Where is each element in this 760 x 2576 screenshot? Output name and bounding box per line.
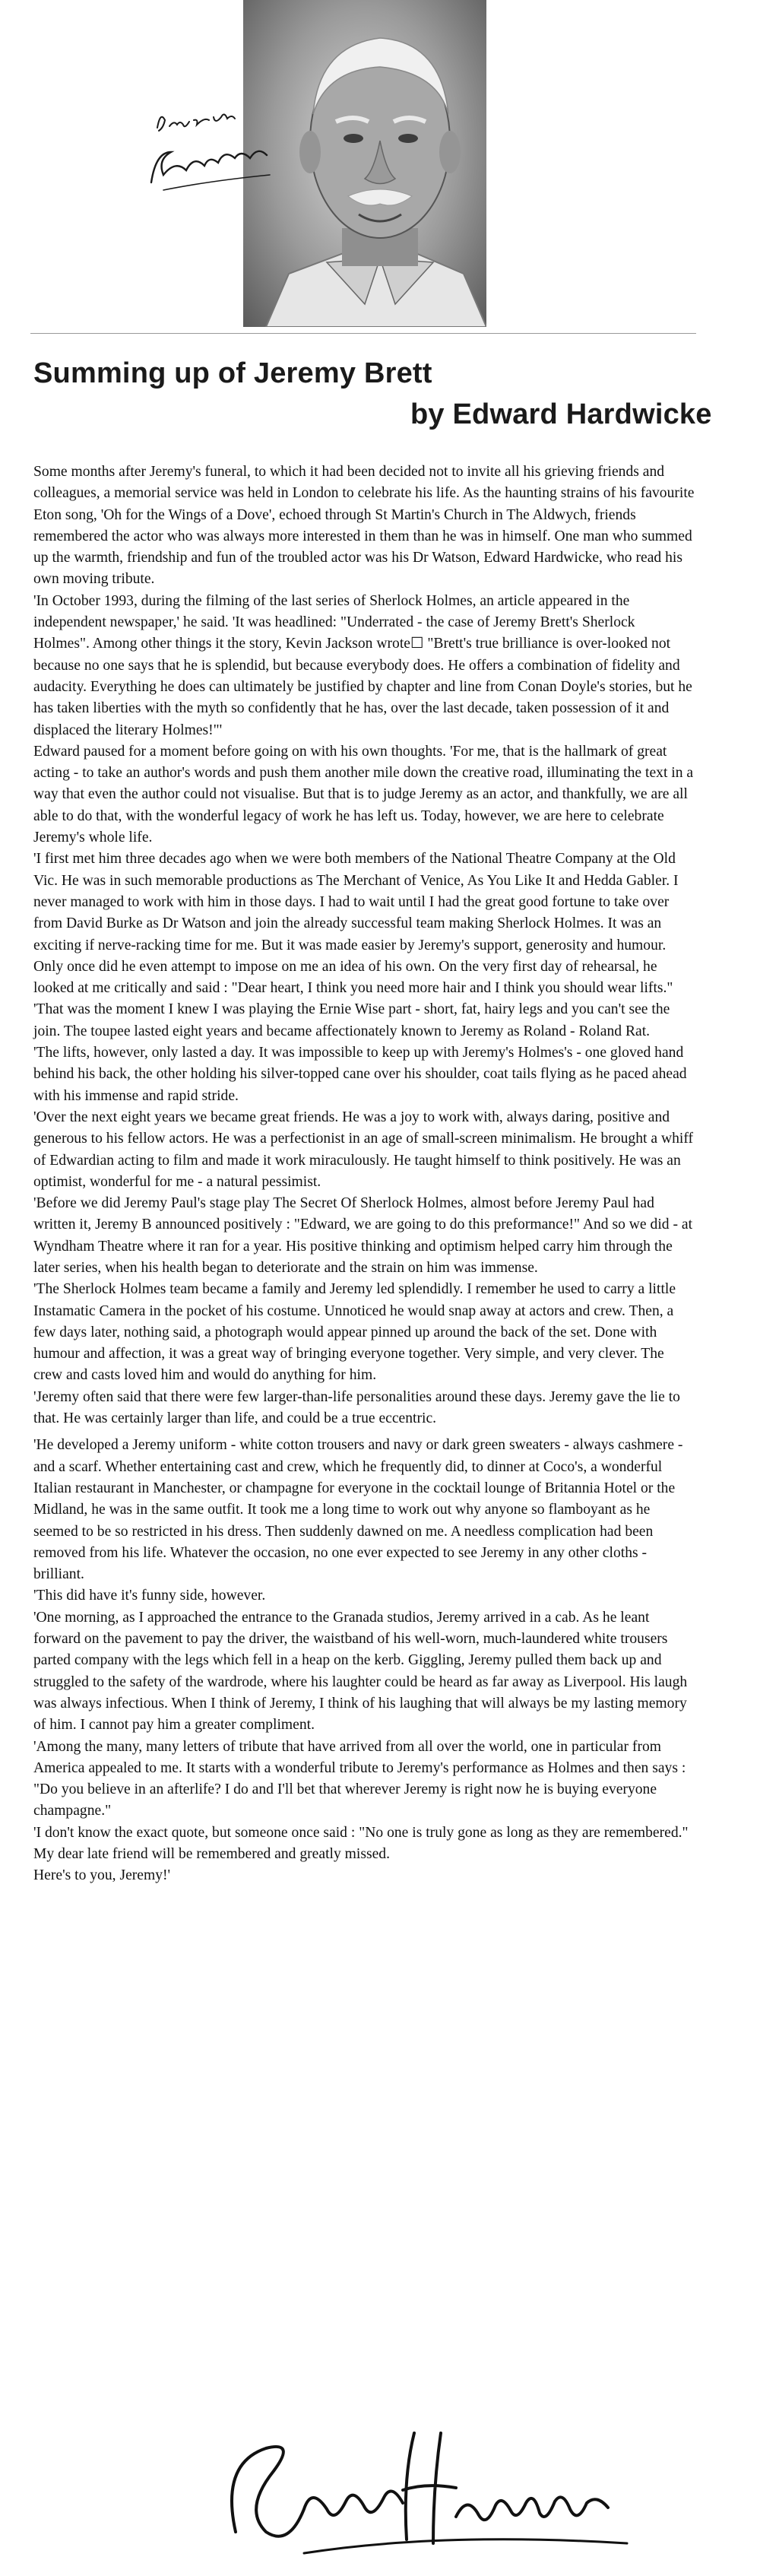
paragraph: 'The lifts, however, only lasted a day. It was impossible to keep up with Jeremy's Holmes's - one gloved hand behind his back, the other holding his silver-topped cane over his shoulder, coat tails flying as he paced ahead with his immense and rapid stride. [33,1045,687,1104]
handwritten-dedication [141,84,293,205]
page-title: Summing up of Jeremy Brett [33,357,432,389]
paragraph: 'This did have it's funny side, however. [33,1588,266,1604]
header-divider [30,333,696,334]
handwritten-signature [213,2418,638,2570]
article-body [33,462,695,1887]
paragraph: 'In October 1993, during the filming of the last series of Sherlock Holmes, an article appeared in the independent newspaper,' he said. 'It was headlined: "Underrated - the case of Jeremy Brett's Sherlock Holmes". Among other things it the story, Kevin Jackson wrote☐ "Brett's true brilliance is over-looked not because no one says that he is splendid, but because everybody does. He offers a combination of fidelity and audacity. Everything he does can ultimately be justified by chapter and line from Conan Doyle's stories, but he has taken liberties with the myth so confidently that he has, over the last decade, taken possession of it and displaced the literary Holmes!"' [33,592,692,738]
paragraph: 'I first met him three decades ago when we were both members of the National Theatre Company at the Old Vic. He was in such memorable productions as The Merchant of Venice, As You Like It and Hedda Gabler. I never managed to work with him in those days. I had to wait until I had the great good fortune to take over from David Burke as Dr Watson and join the already successful team making Sherlock Holmes. It was an exciting if nerve-racking time for me. But it was made easier by Jeremy's support, generosity and humour. Only once did he even attempt to impose on me an idea of his own. On the very first day of rehearsal, he looked at me critically and said : "Dear heart, I think you need more hair and I think you should wear lifts." [33,851,679,997]
paragraph: Some months after Jeremy's funeral, to which it had been decided not to invite all his grieving friends and colleagues, a memorial service was held in London to celebrate his life. As the haunting strains of his favourite Eton song, 'Oh for the Wings of a Dove', echoed through St Martin's Church in The Aldwych, friends remembered the actor who was always more interested in them than he was in himself. One man who summed up the warmth, friendship and fun of the troubled actor was his Dr Watson, Edward Hardwicke, who read his own moving tribute. [33,464,695,588]
paragraph: 'The Sherlock Holmes team became a family and Jeremy led splendidly. I remember he used to carry a little Instamatic Camera in the pocket of his costume. Unnoticed he would snap away at actors and crew. Then, a few days later, nothing said, a photograph would appear pinned up around the back of the set. Done with humour and affection, it was a great way of bringing everyone together. Very simple, and very clever. The crew and casts loved him and would do anything for him. [33,1281,676,1384]
paragraph: Edward paused for a moment before going on with his own thoughts. 'For me, that is the hallmark of great acting - to take an author's words and push them another mile down the creative road, illuminating the text in a way that even the author could not visualise. But that is to judge Jeremy as an actor, and thankfully, we are all able to do that, with the wonderful legacy of work he has left us. Today, however, we are here to celebrate Jeremy's whole life. [33,743,694,846]
paragraph: 'Over the next eight years we became great friends. He was a joy to work with, always daring, positive and generous to his fellow actors. He was a perfectionist in an age of small-screen minimalism. He brought a whiff of Edwardian acting to film and made it work miraculously. He taught himself to think positively. He was an optimist, wonderful for me - a natural pessimist. [33,1109,694,1190]
paragraph: 'Jeremy often said that there were few larger-than-life personalities around these days. Jeremy gave the lie to that. He was certainly larger than life, and could be a true eccentric. [33,1388,680,1427]
byline: by Edward Hardwicke [410,398,712,430]
paragraph: My dear late friend will be remembered and greatly missed. [33,1846,390,1862]
paragraph: 'That was the moment I knew I was playing the Ernie Wise part - short, fat, hairy legs and you can't see the join. The toupee lasted eight years and became affectionately known to Jeremy as Roland - Roland Rat. [33,1001,670,1039]
paragraph: 'One morning, as I approached the entrance to the Granada studios, Jeremy arrived in a cab. As he leant forward on the pavement to pay the driver, the waistband of his well-worn, much-laundered white trousers parted company with the legs which fell in a heap on the kerb. Giggling, Jeremy pulled them back up and struggled to the safety of the wardrode, where his laughter could be heard as far away as Liverpool. His laugh was always infectious. When I think of Jeremy, I think of his laughing that will always be my lasting memory of him. I cannot pay him a greater compliment. [33,1609,688,1734]
paragraph: 'He developed a Jeremy uniform - white cotton trousers and navy or dark green sweaters - always cashmere - and a scarf. Whether entertaining cast and crew, which he frequently did, to dinner at Coco's, a wonderful Italian restaurant in Manchester, or champagne for everyone in the cocktail lounge of Britannia Hotel or the Midland, he was in the same outfit. It took me a long time to work out why anyone so flamboyant as he seemed to be so restricted in his dress. Then suddenly dawned on me. A needless complication had been removed from his life. Whatever the occasion, no one ever expected to see Jeremy in any other cloths - brilliant. [33,1437,683,1583]
paragraph: 'I don't know the exact quote, but someone once said : "No one is truly gone as long as they are remembered." [33,1824,689,1841]
paragraph: 'Before we did Jeremy Paul's stage play The Secret Of Sherlock Holmes, almost before Jeremy Paul had written it, Jeremy B announced positively : "Edward, we are going to do this preformance!" And so we did - at Wyndham Theatre where it ran for a year. His positive thinking and optimism helped carry him through the later series, when his health began to deteriorate and the strain on him was immense. [33,1195,693,1276]
paragraph: Here's to you, Jeremy!' [33,1867,171,1884]
paragraph: 'Among the many, many letters of tribute that have arrived from all over the world, one in particular from America appealed to me. It starts with a wonderful tribute to Jeremy's performance as Holmes and then says : "Do you believe in an afterlife? I do and I'll bet that wherever Jeremy is right now he is buying everyone champagne." [33,1738,686,1819]
